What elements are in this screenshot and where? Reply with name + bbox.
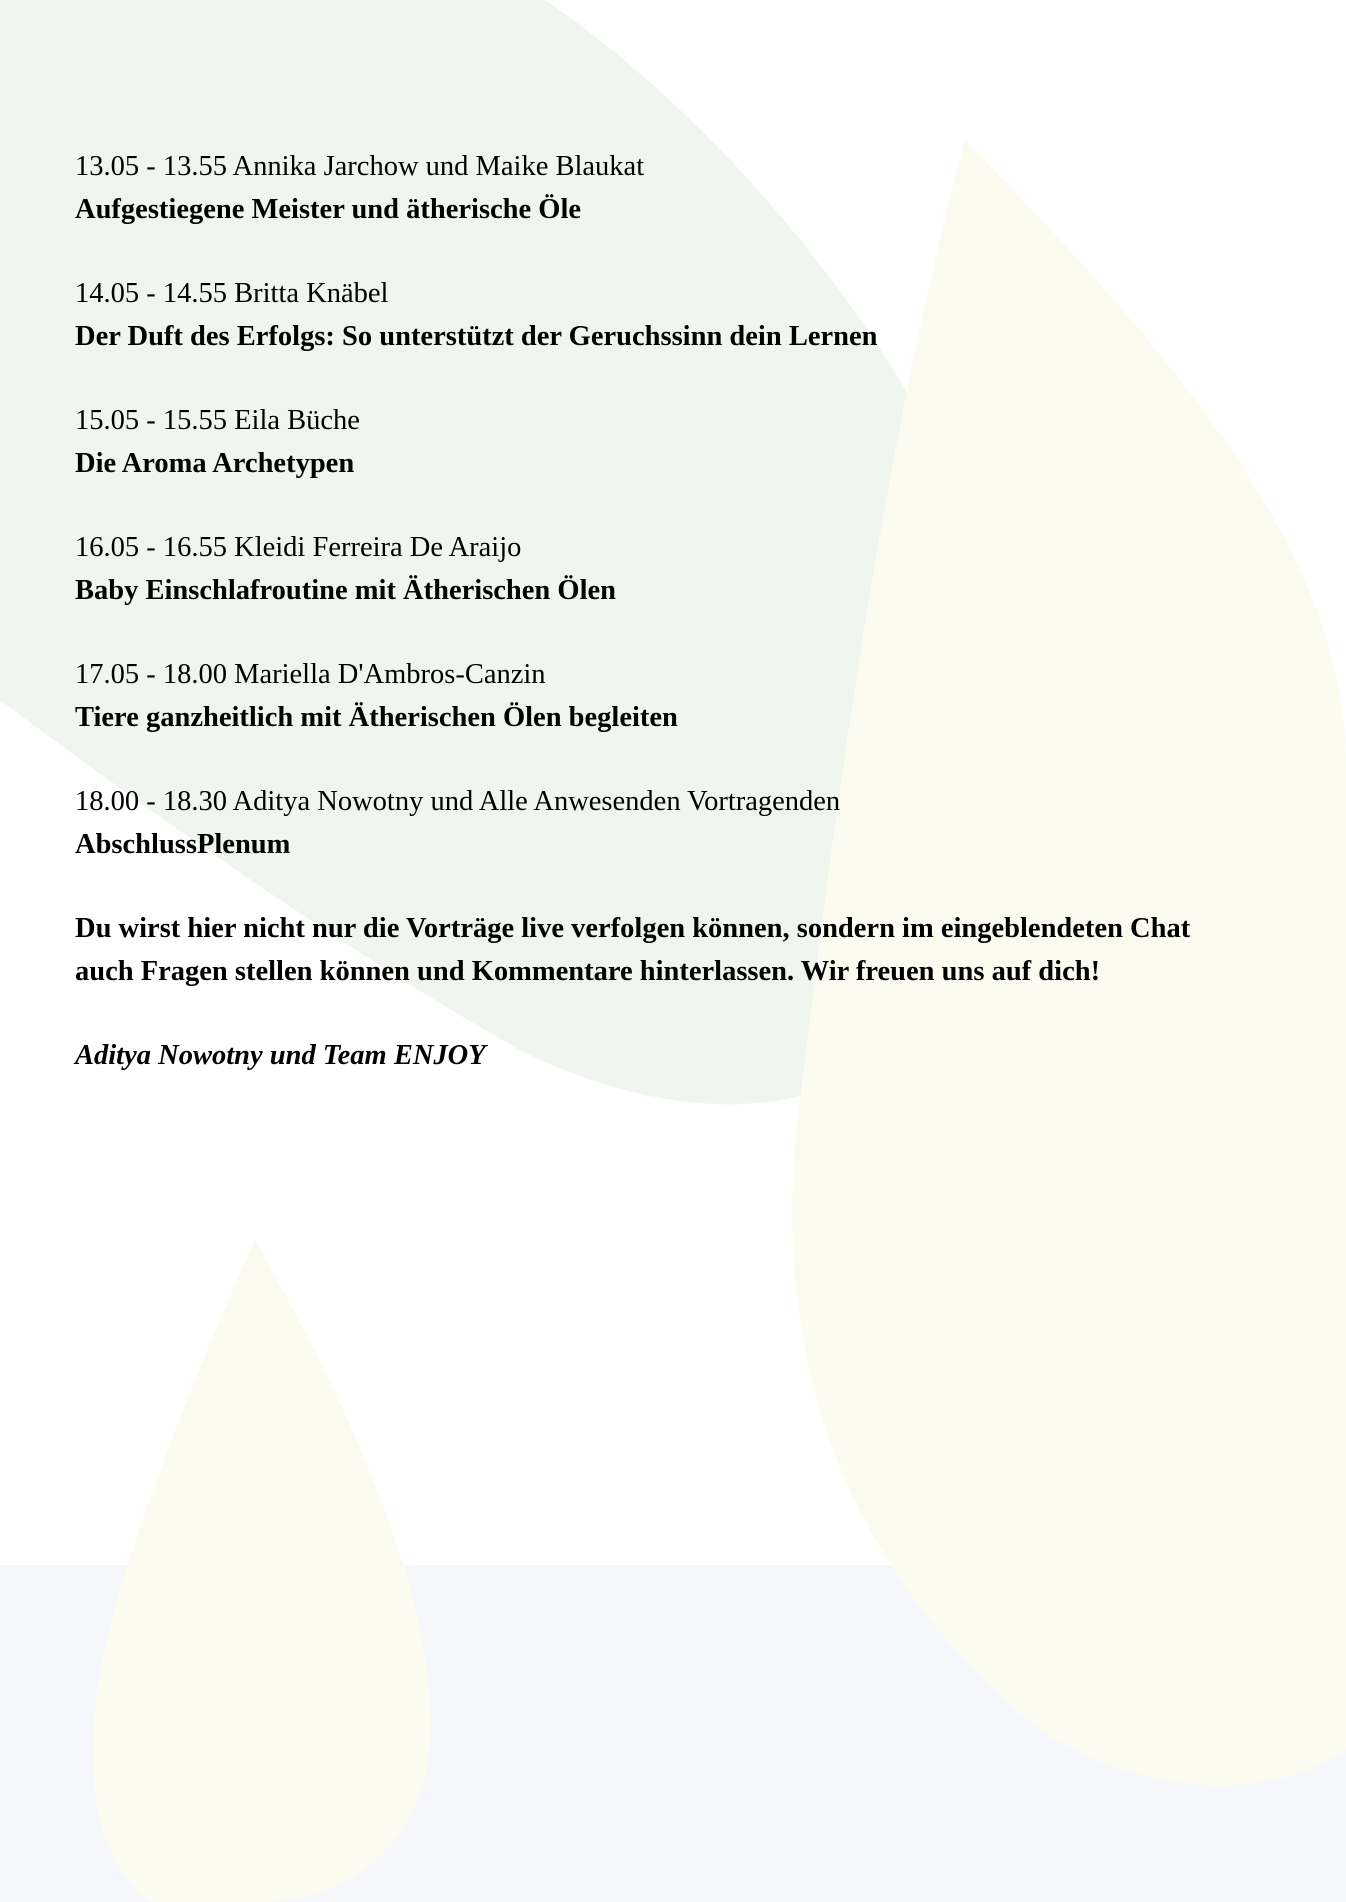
- session-title: Tiere ganzheitlich mit Ätherischen Ölen begleiten: [75, 702, 678, 733]
- schedule-entry: [75, 399, 1275, 485]
- program-content: [75, 145, 1275, 1077]
- session-time-speaker: 14.05 - 14.55 Britta Knäbel: [75, 278, 389, 309]
- session-time-speaker: 18.00 - 18.30 Aditya Nowotny und Alle Anwesenden Vortragenden: [75, 786, 841, 817]
- schedule-entry: [75, 145, 1275, 231]
- schedule-entry: [75, 272, 1275, 358]
- schedule-entry: [75, 780, 1275, 866]
- session-title: Baby Einschlafroutine mit Ätherischen Ölen: [75, 575, 616, 606]
- schedule-entry: [75, 653, 1275, 739]
- schedule-entry: [75, 526, 1275, 612]
- session-title: Aufgestiegene Meister und ätherische Öle: [75, 194, 582, 225]
- signature: Aditya Nowotny und Team ENJOY: [75, 1040, 486, 1071]
- session-title: Die Aroma Archetypen: [75, 448, 355, 479]
- session-time-speaker: 16.05 - 16.55 Kleidi Ferreira De Araijo: [75, 532, 522, 563]
- closing-message-line-2: auch Fragen stellen können und Kommentare hinterlassen. Wir freuen uns auf dich!: [75, 956, 1101, 987]
- session-time-speaker: 17.05 - 18.00 Mariella D'Ambros-Canzin: [75, 659, 546, 690]
- session-time-speaker: 15.05 - 15.55 Eila Büche: [75, 405, 360, 436]
- closing-message-line-1: Du wirst hier nicht nur die Vorträge live verfolgen können, sondern im eingeblendeten Chat: [75, 913, 1191, 944]
- closing-message: [75, 907, 1275, 993]
- session-time-speaker: 13.05 - 13.55 Annika Jarchow und Maike Blaukat: [75, 151, 645, 182]
- yellow-leaf-shape-left: [93, 1240, 431, 1902]
- session-title: AbschlussPlenum: [75, 829, 291, 860]
- session-title: Der Duft des Erfolgs: So unterstützt der Geruchssinn dein Lernen: [75, 321, 878, 352]
